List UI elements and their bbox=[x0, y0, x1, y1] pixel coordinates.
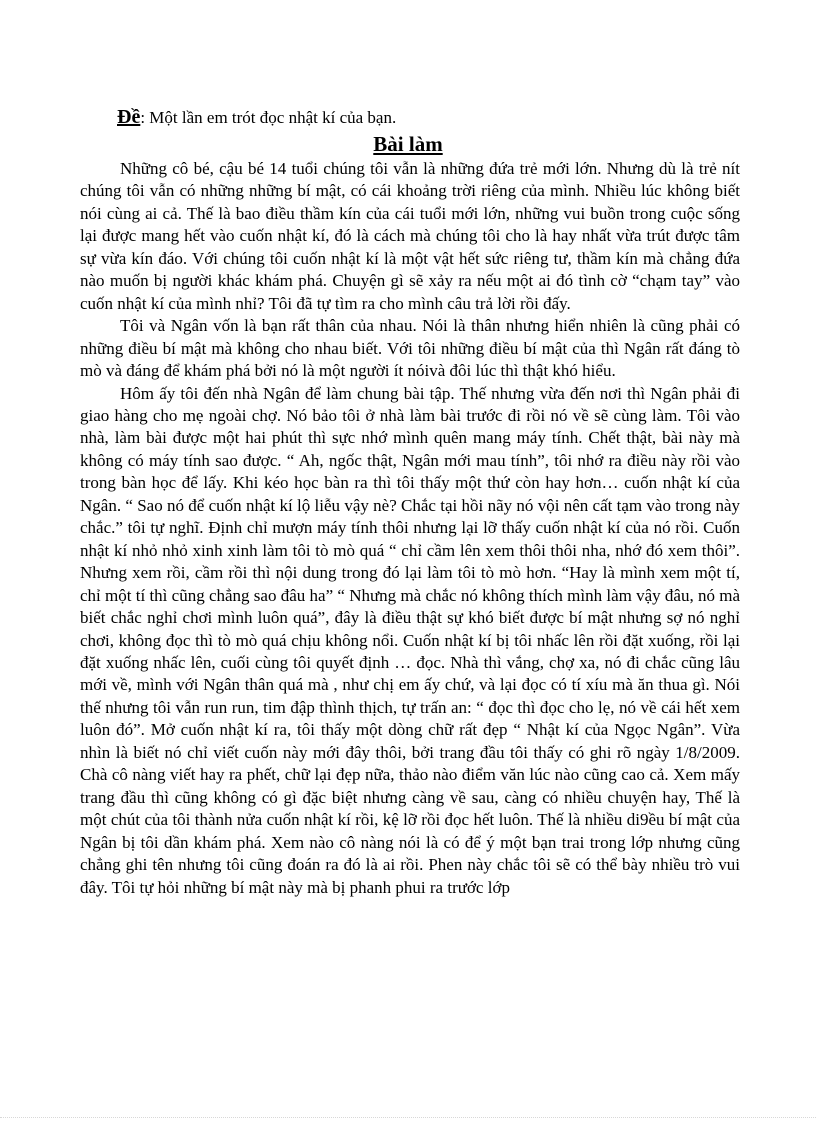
essay-title bbox=[0, 131, 816, 157]
paragraph-friendship: Tôi và Ngân vốn là bạn rất thân của nhau. Nói là thân nhưng hiển nhiên là cũng phải có những điều bí mật mà không cho nhau biết. Với tôi những điều bí mật của thì Ngân rất đáng tò mò và đáng để khám phá bởi nó là một người ít nóivà đôi lúc thì thật khó hiểu. bbox=[80, 316, 740, 381]
page-bottom-divider bbox=[0, 1117, 816, 1118]
paragraph-intro: Những cô bé, cậu bé 14 tuổi chúng tôi vẫn là những đứa trẻ mới lớn. Nhưng dù là trẻ nít chúng tôi vẫn có những những bí mật, có cái khoảng trời riêng của mình. Nhiều lúc không biết nói cùng ai cả. Thế là bao điều thầm kín của cái tuổi mới lớn, những vui buồn trong cuộc sống lại được mang hết vào cuốn nhật kí, đó là cách mà chúng tôi cho là hay nhất vừa trút được tâm sự vừa kín đáo. Với chúng tôi cuốn nhật kí là một vật hết sức riêng tư, thầm kín mà chẳng đứa nào muốn bị người khác khám phá. Chuyện gì sẽ xảy ra nếu một ai đó tình cờ “chạm tay” vào cuốn nhật kí của mình nhỉ? Tôi đã tự tìm ra cho mình câu trả lời rồi đấy. bbox=[80, 159, 740, 313]
essay-title-text: Bài làm bbox=[373, 132, 443, 156]
topic-text: : Một lần em trót đọc nhật kí của bạn. bbox=[140, 108, 397, 127]
essay-topic bbox=[117, 106, 396, 129]
essay-body bbox=[80, 158, 740, 899]
topic-label: Đề bbox=[117, 106, 141, 128]
paragraph-story: Hôm ấy tôi đến nhà Ngân để làm chung bài tập. Thế nhưng vừa đến nơi thì Ngân phải đi giao hàng cho mẹ ngoài chợ. Nó bảo tôi ở nhà làm bài trước đi rồi nó về sẽ cùng làm. Tôi vào nhà, làm bài được một hai phút thì sực nhớ mình quên mang máy tính. Chết thật, bài này mà không có máy tính sao được. “ Ah, ngốc thật, Ngân mới mau tính”, tôi nhớ ra điều này rồi vào trong bàn học để lấy. Khi kéo học bàn ra thì tôi thấy một thứ còn hay hơn… cuốn nhật kí của Ngân. “ Sao nó để cuốn nhật kí lộ liễu vậy nè? Chắc tại hồi nãy nó vội nên cất tạm vào trong này chắc.” tôi tự nghĩ. Định chỉ mượn máy tính thôi nhưng lại lỡ thấy cuốn nhật kí của nó rồi. Cuốn nhật kí nhỏ nhỏ xinh xinh làm tôi tò mò quá “ chỉ cầm lên xem thôi thôi nha, nhớ đó xem thôi”. Nhưng xem rồi, cầm rồi thì nội dung trong đó lại làm tôi tò mò hơn. “Hay là mình xem một tí, chỉ một tí thì cũng chẳng sao đâu ha” “ Nhưng mà chắc nó không thích mình làm vậy đâu, nó mà biết chắc nghỉ chơi mình luôn quá”, đây là điều thật sự khó biết được bí mật nhưng sợ nó nghỉ chơi, không đọc thì tò mò quá chịu không nổi. Cuốn nhật kí bị tôi nhấc lên rồi đặt xuống, rồi lại đặt xuống nhấc lên, cuối cùng tôi quyết định … đọc. Nhà thì vắng, chợ xa, nó đi chắc cũng lâu mới về, mình với Ngân thân quá mà , như chị em ấy chứ, và lại đọc có tí xíu mà ăn thua gì. Nói thế nhưng tôi vẫn run run, tim đập thình thịch, tự trấn an: “ đọc thì đọc cho lẹ, nó về cái hết xem luôn đó”. Mở cuốn nhật kí ra, tôi thấy một dòng chữ rất đẹp “ Nhật kí của Ngọc Ngân”. Vừa nhìn là biết nó chỉ viết cuốn này mới đây thôi, bởi trang đầu tôi thấy có ghi rõ ngày 1/8/2009. Chà cô nàng viết hay ra phết, chữ lại đẹp nữa, thảo nào điểm văn lúc nào cũng cao cả. Xem mấy trang đầu thì cũng không có gì đặc biệt nhưng càng về sau, càng có nhiều chuyện hay, Thế là một chút của tôi thành nửa cuốn nhật kí rồi, kệ lỡ rồi đọc hết luôn. Thế là nhiều di9ều bí mật của Ngân bị tôi dần khám phá. Xem nào cô nàng nói là có để ý một bạn trai trong lớp nhưng cũng chẳng ghi tên nhưng tôi cũng đoán ra đó là ai rồi. Phen này chắc tôi sẽ có thể bày nhiều trò vui đây. Tôi tự hỏi những bí mật này mà bị phanh phui ra trước lớp bbox=[80, 383, 740, 897]
